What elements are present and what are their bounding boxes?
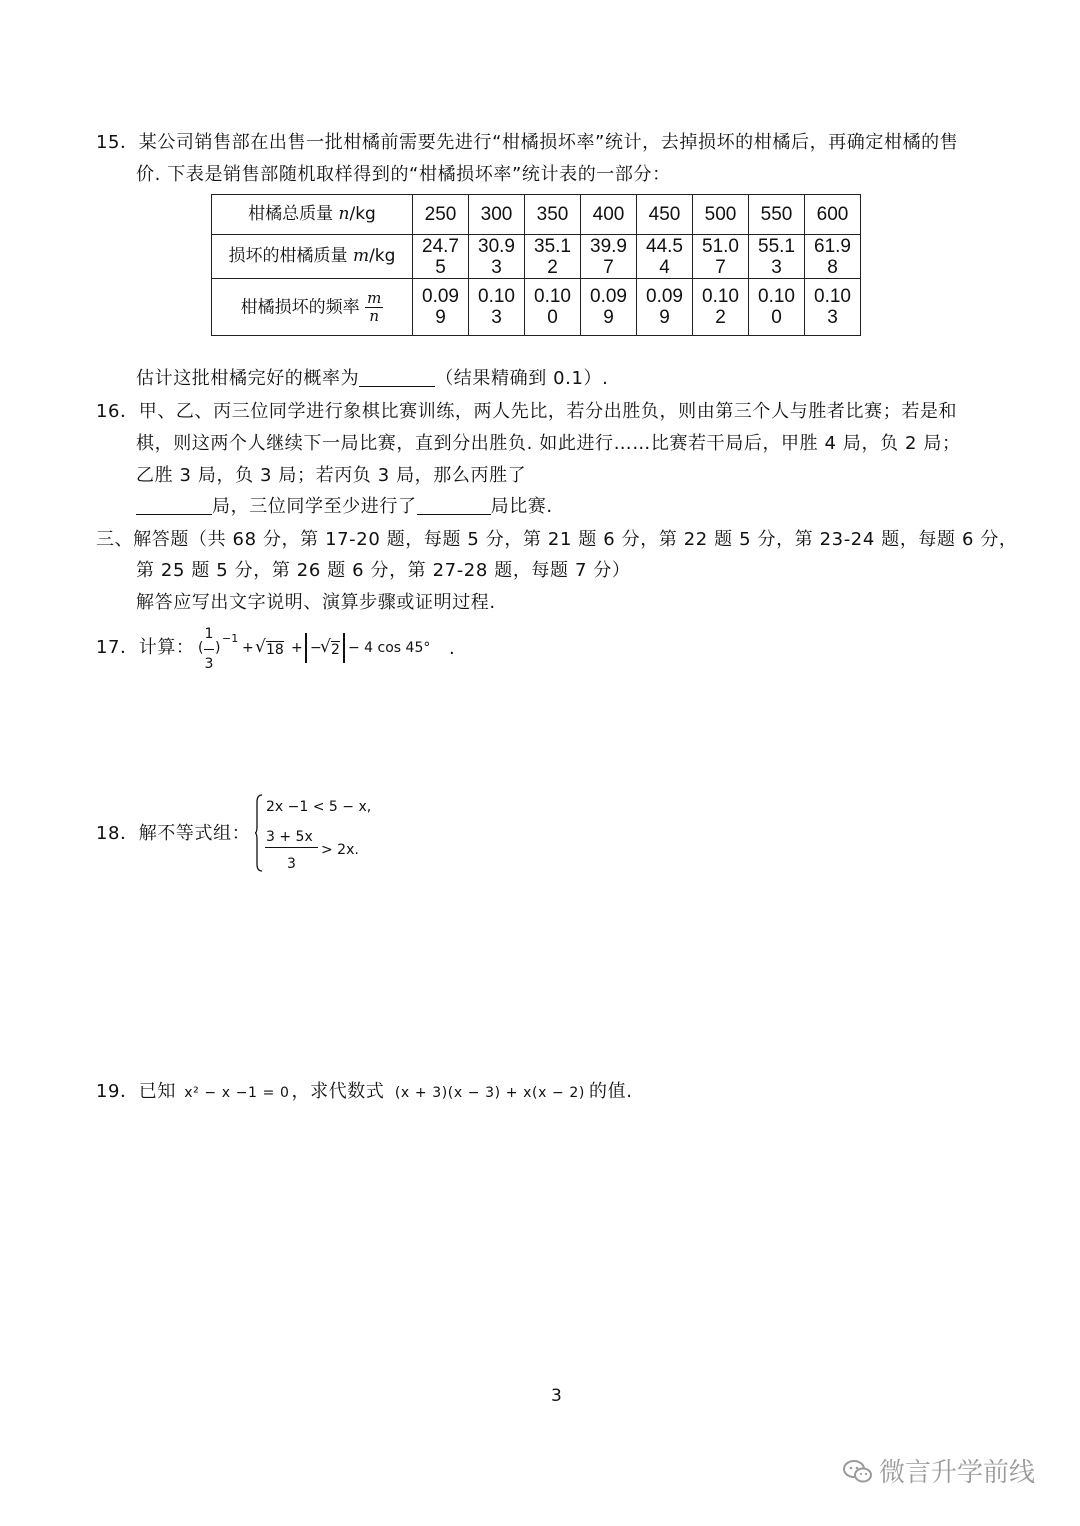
row-header-damaged-mass — [212, 235, 413, 279]
cell-part: 0 — [547, 307, 558, 328]
sqrt-symbol: √ — [320, 637, 331, 657]
period: . — [449, 638, 455, 659]
row-header-text: 柑橘总质量 — [248, 204, 339, 224]
cell-part: 0.09 — [422, 286, 459, 307]
cell-part: 5 — [435, 256, 446, 278]
q16-number: 16． — [96, 401, 139, 422]
table-row-damaged-mass — [212, 235, 861, 279]
cell-part: 2 — [715, 307, 726, 328]
cell-part: 0.09 — [590, 286, 627, 307]
table-cell: 350 — [525, 195, 581, 235]
q18-inequality-1: 2x −1 < 5 − x, — [266, 799, 372, 815]
q18-inequality-2-rhs: > 2x. — [321, 842, 359, 858]
fraction-denominator: n — [369, 306, 380, 325]
q18-line — [96, 825, 250, 843]
row-header-var: n — [338, 204, 350, 224]
cell-part: 9 — [435, 307, 446, 328]
cell-part: 24.7 — [422, 235, 459, 257]
table-cell — [469, 235, 525, 279]
cell-part: 0.10 — [478, 286, 515, 307]
sqrt-radicand: 2 — [331, 642, 340, 658]
q19-expression: (x + 3)(x − 3) + x(x − 2) — [394, 1085, 585, 1101]
table-cell: 450 — [637, 195, 693, 235]
answer-blank[interactable] — [417, 514, 491, 515]
minus-sign: − — [310, 640, 322, 656]
table-cell: 250 — [413, 195, 469, 235]
q17-label: 计算： — [138, 637, 195, 658]
row-header-var: m — [352, 246, 370, 266]
q15-answer-note: （结果精确到 0.1）. — [435, 368, 609, 389]
table-cell — [749, 235, 805, 279]
q18-fraction-numerator: 3 + 5x — [266, 829, 313, 845]
row-header-unit: /kg — [369, 246, 396, 266]
cell-part: 0.10 — [758, 286, 795, 307]
watermark — [843, 1459, 1035, 1486]
page-number: 3 — [551, 1386, 562, 1406]
table-cell: 400 — [581, 195, 637, 235]
q15-line1 — [96, 134, 958, 152]
row-header-text: 损坏的柑橘质量 — [228, 246, 353, 266]
table-cell — [469, 279, 525, 336]
table-cell: 300 — [469, 195, 525, 235]
abs-bar-left — [305, 633, 307, 663]
plus-sign: + — [242, 640, 254, 656]
table-cell — [581, 279, 637, 336]
table-cell: 550 — [749, 195, 805, 235]
table-cell — [693, 279, 749, 336]
cell-part: 8 — [827, 256, 838, 278]
table-cell — [749, 279, 805, 336]
q19-text-mid: ，求代数式 — [291, 1081, 385, 1102]
answer-blank[interactable] — [359, 386, 435, 387]
q16-line2: 棋，则这两个人继续下一局比赛，直到分出胜负. 如此进行……比赛若干局后，甲胜 4 局，负 2 局； — [136, 433, 961, 454]
table-cell — [637, 235, 693, 279]
q16-line3: 乙胜 3 局，负 3 局；若丙负 3 局，那么丙胜了 — [136, 465, 527, 486]
table-cell — [525, 235, 581, 279]
table-cell — [413, 235, 469, 279]
abs-bar-right — [343, 633, 345, 663]
section3-title: 三、解答题（共 68 分，第 17-20 题，每题 5 分，第 21 题 6 分，第 22 题 5 分，第 23-24 题，每题 6 分， — [96, 529, 1018, 550]
cell-part: 3 — [491, 307, 502, 328]
fraction-bar — [204, 649, 214, 650]
cell-part: 35.1 — [534, 235, 571, 257]
q18-fraction-denominator: 3 — [287, 856, 296, 872]
cell-part: 7 — [603, 256, 614, 278]
cell-part: 4 — [659, 256, 670, 278]
table-cell — [525, 279, 581, 336]
paren-close: ) — [215, 640, 221, 656]
q15-answer-line — [136, 370, 608, 388]
cell-part: 44.5 — [646, 235, 683, 257]
cell-part: 61.9 — [814, 235, 851, 257]
cell-part: 3 — [771, 256, 782, 278]
q18-label: 解不等式组： — [138, 823, 251, 844]
q19-text-post: 的值. — [589, 1081, 633, 1102]
cell-part: 0.10 — [814, 286, 851, 307]
sqrt-radicand: 18 — [266, 642, 284, 658]
row-header-frequency — [212, 279, 413, 336]
sqrt-symbol: √ — [255, 637, 266, 657]
q16-text-4-end: 局比赛. — [490, 496, 553, 517]
q15-answer-text: 估计这批柑橘完好的概率为 — [136, 368, 360, 389]
q16-line1 — [96, 403, 957, 421]
watermark-text: 微言升学前线 — [879, 1458, 1036, 1488]
cell-part: 30.9 — [478, 235, 515, 257]
cos-term: − 4 cos 45° — [348, 640, 431, 656]
section3-line2: 第 25 题 5 分，第 26 题 6 分，第 27-28 题，每题 7 分） — [136, 560, 631, 581]
q17-number: 17． — [96, 637, 139, 658]
q19-number: 19． — [96, 1081, 139, 1102]
paren-open: ( — [198, 640, 204, 656]
table-cell: 600 — [805, 195, 861, 235]
left-brace-icon — [255, 794, 263, 872]
cell-part: 3 — [827, 307, 838, 328]
table-cell — [413, 279, 469, 336]
fraction-m-over-n — [365, 290, 383, 325]
cell-part: 0.10 — [702, 286, 739, 307]
exponent: −1 — [222, 632, 239, 645]
cell-part: 0 — [771, 307, 782, 328]
q18-fraction-bar — [265, 847, 318, 848]
cell-part: 7 — [715, 256, 726, 278]
orange-damage-table — [211, 194, 861, 336]
cell-part: 2 — [547, 256, 558, 278]
table-row-total-mass — [212, 195, 861, 235]
wechat-icon — [843, 1459, 873, 1485]
fraction-numerator: 1 — [204, 626, 214, 642]
row-header-total-mass — [212, 195, 413, 235]
q15-text-1: 某公司销售部在出售一批柑橘前需要先进行“柑橘损坏率”统计，去掉损坏的柑橘后，再确定柑橘的售 — [138, 132, 959, 153]
cell-part: 51.0 — [702, 235, 739, 257]
table-cell — [581, 235, 637, 279]
cell-part: 55.1 — [758, 235, 795, 257]
q17-line — [96, 639, 195, 657]
plus-sign: + — [291, 640, 303, 656]
cell-part: 0.10 — [534, 286, 571, 307]
q15-number: 15． — [96, 132, 139, 153]
section3-line3: 解答应写出文字说明、演算步骤或证明过程. — [136, 592, 496, 613]
q16-text-4: 局，三位同学至少进行了 — [212, 496, 417, 517]
table-cell — [805, 279, 861, 336]
q19-line — [96, 1083, 633, 1101]
q18-number: 18． — [96, 823, 139, 844]
q19-text-pre: 已知 — [138, 1081, 176, 1102]
table-cell — [637, 279, 693, 336]
table-cell — [805, 235, 861, 279]
table-row-damage-frequency — [212, 279, 861, 336]
fraction-denominator: 3 — [204, 656, 214, 672]
table-cell: 500 — [693, 195, 749, 235]
q16-line4 — [136, 498, 553, 516]
answer-blank[interactable] — [136, 514, 212, 515]
cell-part: 9 — [659, 307, 670, 328]
row-header-unit: /kg — [349, 204, 376, 224]
cell-part: 39.9 — [590, 235, 627, 257]
q16-text-1: 甲、乙、丙三位同学进行象棋比赛训练，两人先比，若分出胜负，则由第三个人与胜者比赛；若是和 — [138, 401, 958, 422]
q15-line2: 价. 下表是销售部随机取样得到的“柑橘损坏率”统计表的一部分： — [136, 164, 671, 185]
row-header-text: 柑橘损坏的频率 — [240, 297, 366, 317]
q19-equation: x² − x −1 = 0 — [184, 1085, 290, 1101]
cell-part: 9 — [603, 307, 614, 328]
cell-part: 0.09 — [646, 286, 683, 307]
fraction-numerator: m — [367, 288, 382, 307]
table-cell — [693, 235, 749, 279]
cell-part: 3 — [491, 256, 502, 278]
